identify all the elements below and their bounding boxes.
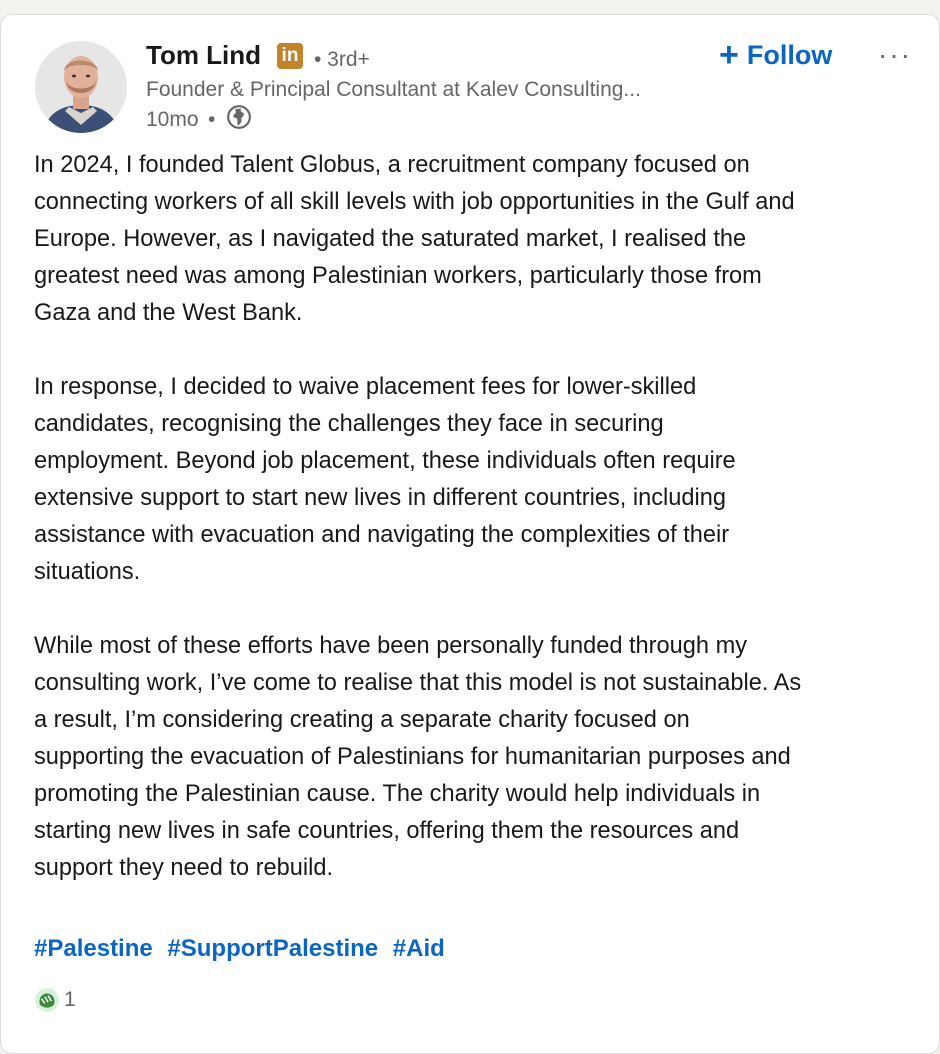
post-paragraph: In response, I decided to waive placement fees for lower-skilled candidates, recognising the challenges they face in securing employment. Beyond job placement, these individuals often require extensive support to start new lives in different countries, including assistance with evacuation and navigating the complexities of their situations. [34, 374, 736, 585]
post-timestamp[interactable]: 10mo [146, 108, 199, 131]
hashtag-link[interactable]: #Palestine [34, 935, 153, 962]
post-paragraph: In 2024, I founded Talent Globus, a recruitment company focused on connecting workers of all skill levels with job opportunities in the Gulf and Europe. However, as I navigated the saturated market, I realised the greatest need was among Palestinian workers, particularly those from Gaza and the West Bank. [34, 152, 795, 326]
reaction-count: 1 [64, 988, 76, 1011]
author-headline: Founder & Principal Consultant at Kalev Consulting... [146, 78, 641, 101]
support-reaction-icon [34, 987, 60, 1013]
hashtag-list [34, 931, 445, 967]
post-body [34, 147, 924, 924]
follow-button[interactable] [709, 33, 842, 77]
hashtag-link[interactable]: #Aid [392, 935, 445, 962]
globe-icon [226, 104, 252, 130]
hashtag-link[interactable]: #SupportPalestine [167, 935, 379, 962]
linkedin-premium-icon: in [277, 43, 303, 69]
more-options-icon[interactable]: ··· [878, 39, 912, 70]
plus-icon: + [719, 36, 739, 74]
post-card [0, 14, 940, 1054]
post-paragraph: While most of these efforts have been personally funded through my consulting work, I’ve come to realise that this model is not sustainable. As a result, I’m considering creating a separate charity focused on supporting the evacuation of Palestinians for humanitarian purposes and promoting the Palestinian cause. The charity would help individuals in starting new lives in safe countries, offering them the resources and support they need to rebuild. [34, 633, 802, 881]
avatar-photo [35, 41, 127, 133]
author-name[interactable]: Tom Lind [146, 40, 262, 70]
reactions-summary[interactable] [34, 985, 76, 1015]
follow-label: Follow [746, 39, 833, 70]
meta-separator: • [208, 108, 216, 131]
author-avatar[interactable] [35, 41, 127, 133]
connection-degree: • 3rd+ [314, 48, 370, 71]
